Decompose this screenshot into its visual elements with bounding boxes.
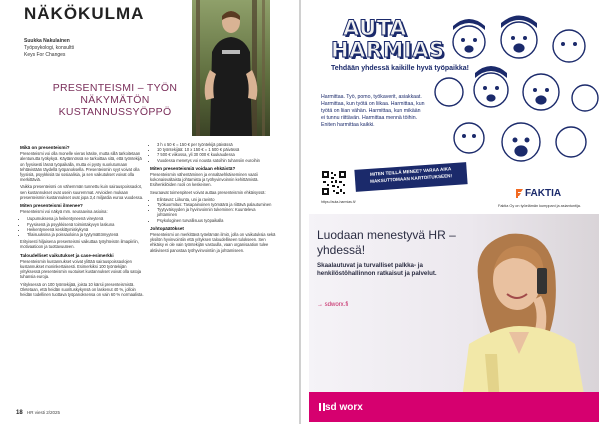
ad-url[interactable]: https://auta-harmias.fi/ bbox=[321, 200, 356, 204]
article-bullet-item: • 7 500 € viikossa, yli 30 000 € kuukaudessa bbox=[157, 152, 276, 157]
ad-subtitle: Tehdään yhdessä kaikille hyvä työpaikka! bbox=[331, 65, 469, 72]
faktia-logo-icon bbox=[515, 188, 524, 199]
article-column-2 bbox=[150, 142, 276, 255]
faktia-logo-text: FAKTIA bbox=[525, 188, 562, 199]
article-title: PRESENTEISMI – TYÖN NÄKYMÄTÖN KUSTANNUSSYÖPPÖ bbox=[52, 82, 178, 118]
article-bullet-item: • Työkuormitus: Tasapainoinen työmäärä ja riittävä palautuminen bbox=[157, 202, 276, 207]
article-subheading: Miten presenteismiä voidaan ehkäistä? bbox=[150, 165, 236, 171]
author-company: Keys For Changes bbox=[24, 52, 66, 58]
sdworx-link[interactable]: → sdworx.fi bbox=[317, 302, 349, 308]
section-title: NÄKÖKULMA bbox=[24, 4, 145, 23]
author-photo bbox=[192, 0, 270, 136]
article-paragraph: Presenteismi voi olla monelle vieras käsite, mutta sillä tarkoitetaan alentunutta työkykyä. Käytännössä se tarkoittaa sitä, että työntekijä on fyysisesti läsnä työpaikalla, mutta ei pysty suoriutumaan tehtävistään täydellä työpanoksella. Presenteismin syyt voivat olla fyysisiä, psyykkisiä tai sosiaalisia, ja sen vaikutukset voivat olla merkittäviä. bbox=[20, 151, 142, 183]
faktia-tagline: Faktia Oy on työelämän kumppani ja asiantuntija. bbox=[498, 204, 581, 208]
author-name: Suukka Nakulainen bbox=[24, 38, 70, 44]
article-bullet-item: • Heikentyneenä keskittymiskykynä bbox=[27, 227, 144, 232]
article-paragraph: Presenteismi voi näkyä mm. seuraavina asioina: bbox=[20, 209, 108, 215]
qr-code[interactable] bbox=[321, 170, 347, 196]
sdworx-logo-text: sd worx bbox=[325, 402, 363, 413]
sdworx-headline: Luodaan menestyvä HR – yhdessä! bbox=[317, 228, 456, 257]
sdworx-subheadline: Skaalautuvat ja turvalliset palkka- ja henkilöstöhallinnon ratkaisut ja palvelut. bbox=[317, 262, 437, 277]
ad-headline-line2: HARMIAS bbox=[331, 38, 445, 62]
sdworx-ad[interactable] bbox=[309, 214, 599, 422]
article-bullet-item: • Vuodessa menetys voi nousta satoihin tuhansiin euroihin bbox=[157, 158, 276, 163]
right-page bbox=[301, 0, 600, 424]
author-role: Työpsykologi, konsultti bbox=[24, 45, 75, 51]
article-bullet-item: • Tilaisuuksina ja poissaoloina ja tyytymättömyytenä bbox=[27, 232, 144, 237]
article-subheading: Miten presenteismi ilmenee? bbox=[20, 203, 83, 209]
article-paragraph: Vaikka presenteismi on vähemmän tunnettu kuin sairauspoissaolot, sen kustannukset ovat usein suuremmat. Arvioiden mukaan presenteismin kustannukset ovat jopa 3,4 miljardia euroa vuodessa. bbox=[20, 184, 144, 200]
article-bullet-item: • 10 työntekijää: 10 x 150 € = 1 500 € päivässä bbox=[157, 147, 276, 152]
article-bullet-item: • Elintavat: Liikunta, uni ja ravinto bbox=[157, 197, 276, 202]
article-paragraph: Presenteismi on merkittävä työelämän ilmiö, jolla on vaikutuksia sekä yksilön hyvinvointiin että yrityksen taloudelliseen tulokseen. Sen ehkäisy ei ole vain työntekijän vastuulla, vaan organisaation tulee aktiivisesti panostaa työhyvinvointiin ja johtamiseen. bbox=[150, 232, 276, 253]
ad-headline-line1: AUTA bbox=[343, 16, 407, 40]
article-paragraph: Presenteismin vähentäminen ja ennaltaehkäiseminen vaatii kokonaisvaltaista johtamista ja työhyvinvoinnin kehittämistä. Esihenkilöiden rooli on keskeinen. bbox=[150, 172, 259, 188]
page-footer bbox=[16, 410, 60, 416]
article-bullet-item: • 3 h x 50 € = 150 € per työntekijä päivässä bbox=[157, 142, 276, 147]
article-paragraph: Yrityksessä on 100 työntekijää, joista 10 kärsii presenteismistä. Oletetaan, että heidän suorituskykynsä on laskenut 40 %, jolloin heidän todellinen tuottava työpanoksensa on vain 60 % normaalista. bbox=[20, 281, 144, 298]
article-paragraph: Presenteismin kustannukset voivat ylittää sairauspoissaolojen kustannukset moninkertaisesti. Esimerkiksi 100 työntekijän yrityksessä presenteismin vuotuiset kustannukset voivat olla satoja tuhansia euroja. bbox=[20, 258, 142, 280]
page-number: 18 bbox=[16, 410, 23, 416]
article-subheading: Johtopäätökset bbox=[150, 225, 184, 231]
article-bullet-list bbox=[150, 197, 276, 223]
article-subheading: Mikä on presenteismi? bbox=[20, 145, 70, 150]
ad-body-text: Harmittaa. Työ, pomo, työkaverit, asiakkaat. Harmittaa, kun työtä on liikaa. Harmittaa, kun työtä on liian vähän. Harmittaa, kun mikään ei tunnu riittävän. Harmittaa mennä töihin. Eniten harmittaa kaikki. bbox=[321, 94, 425, 128]
article-bullet-list bbox=[20, 216, 144, 237]
article-paragraph: Seuraavat toimenpiteet voivat auttaa presenteismin ehkäisyssä: bbox=[150, 189, 266, 195]
left-page bbox=[0, 0, 299, 424]
article-bullet-list bbox=[150, 142, 276, 163]
cartoon-crowd-illustration bbox=[429, 12, 599, 182]
article-bullet-item: • Psykologinen turvallisuus työpaikalla bbox=[157, 218, 276, 223]
magazine-name: HR viesti 2/2025 bbox=[26, 410, 60, 415]
article-bullet-item: • Tyytyväisyyden ja hyvinvoinnin tukeminen: Kuunteleva johtaminen bbox=[157, 207, 276, 217]
article-column-1 bbox=[20, 142, 144, 299]
faktia-ad[interactable] bbox=[309, 4, 599, 210]
article-bullet-item: • Fyysisenä ja psyykkisenä toimintakyvyn laskuna bbox=[27, 222, 144, 227]
article-bullet-item: • Uupumuksena ja heikentyneenä vireytenä bbox=[27, 216, 144, 221]
ad-cta-banner[interactable]: MITEN TEILLÄ MENEE? VARAA AIKA MAKSUTTOMAAN KARTOITUKSEEN! bbox=[354, 162, 467, 192]
author-block bbox=[24, 38, 184, 59]
article-subheading: Taloudelliset vaikutukset ja case-esimerkki bbox=[20, 252, 114, 258]
article-paragraph: Erityisesti hiljaisena presenteismi vaikuttaa työyhteisön ilmapiiriin, motivaatioon ja tuottavuuteen. bbox=[20, 239, 139, 250]
